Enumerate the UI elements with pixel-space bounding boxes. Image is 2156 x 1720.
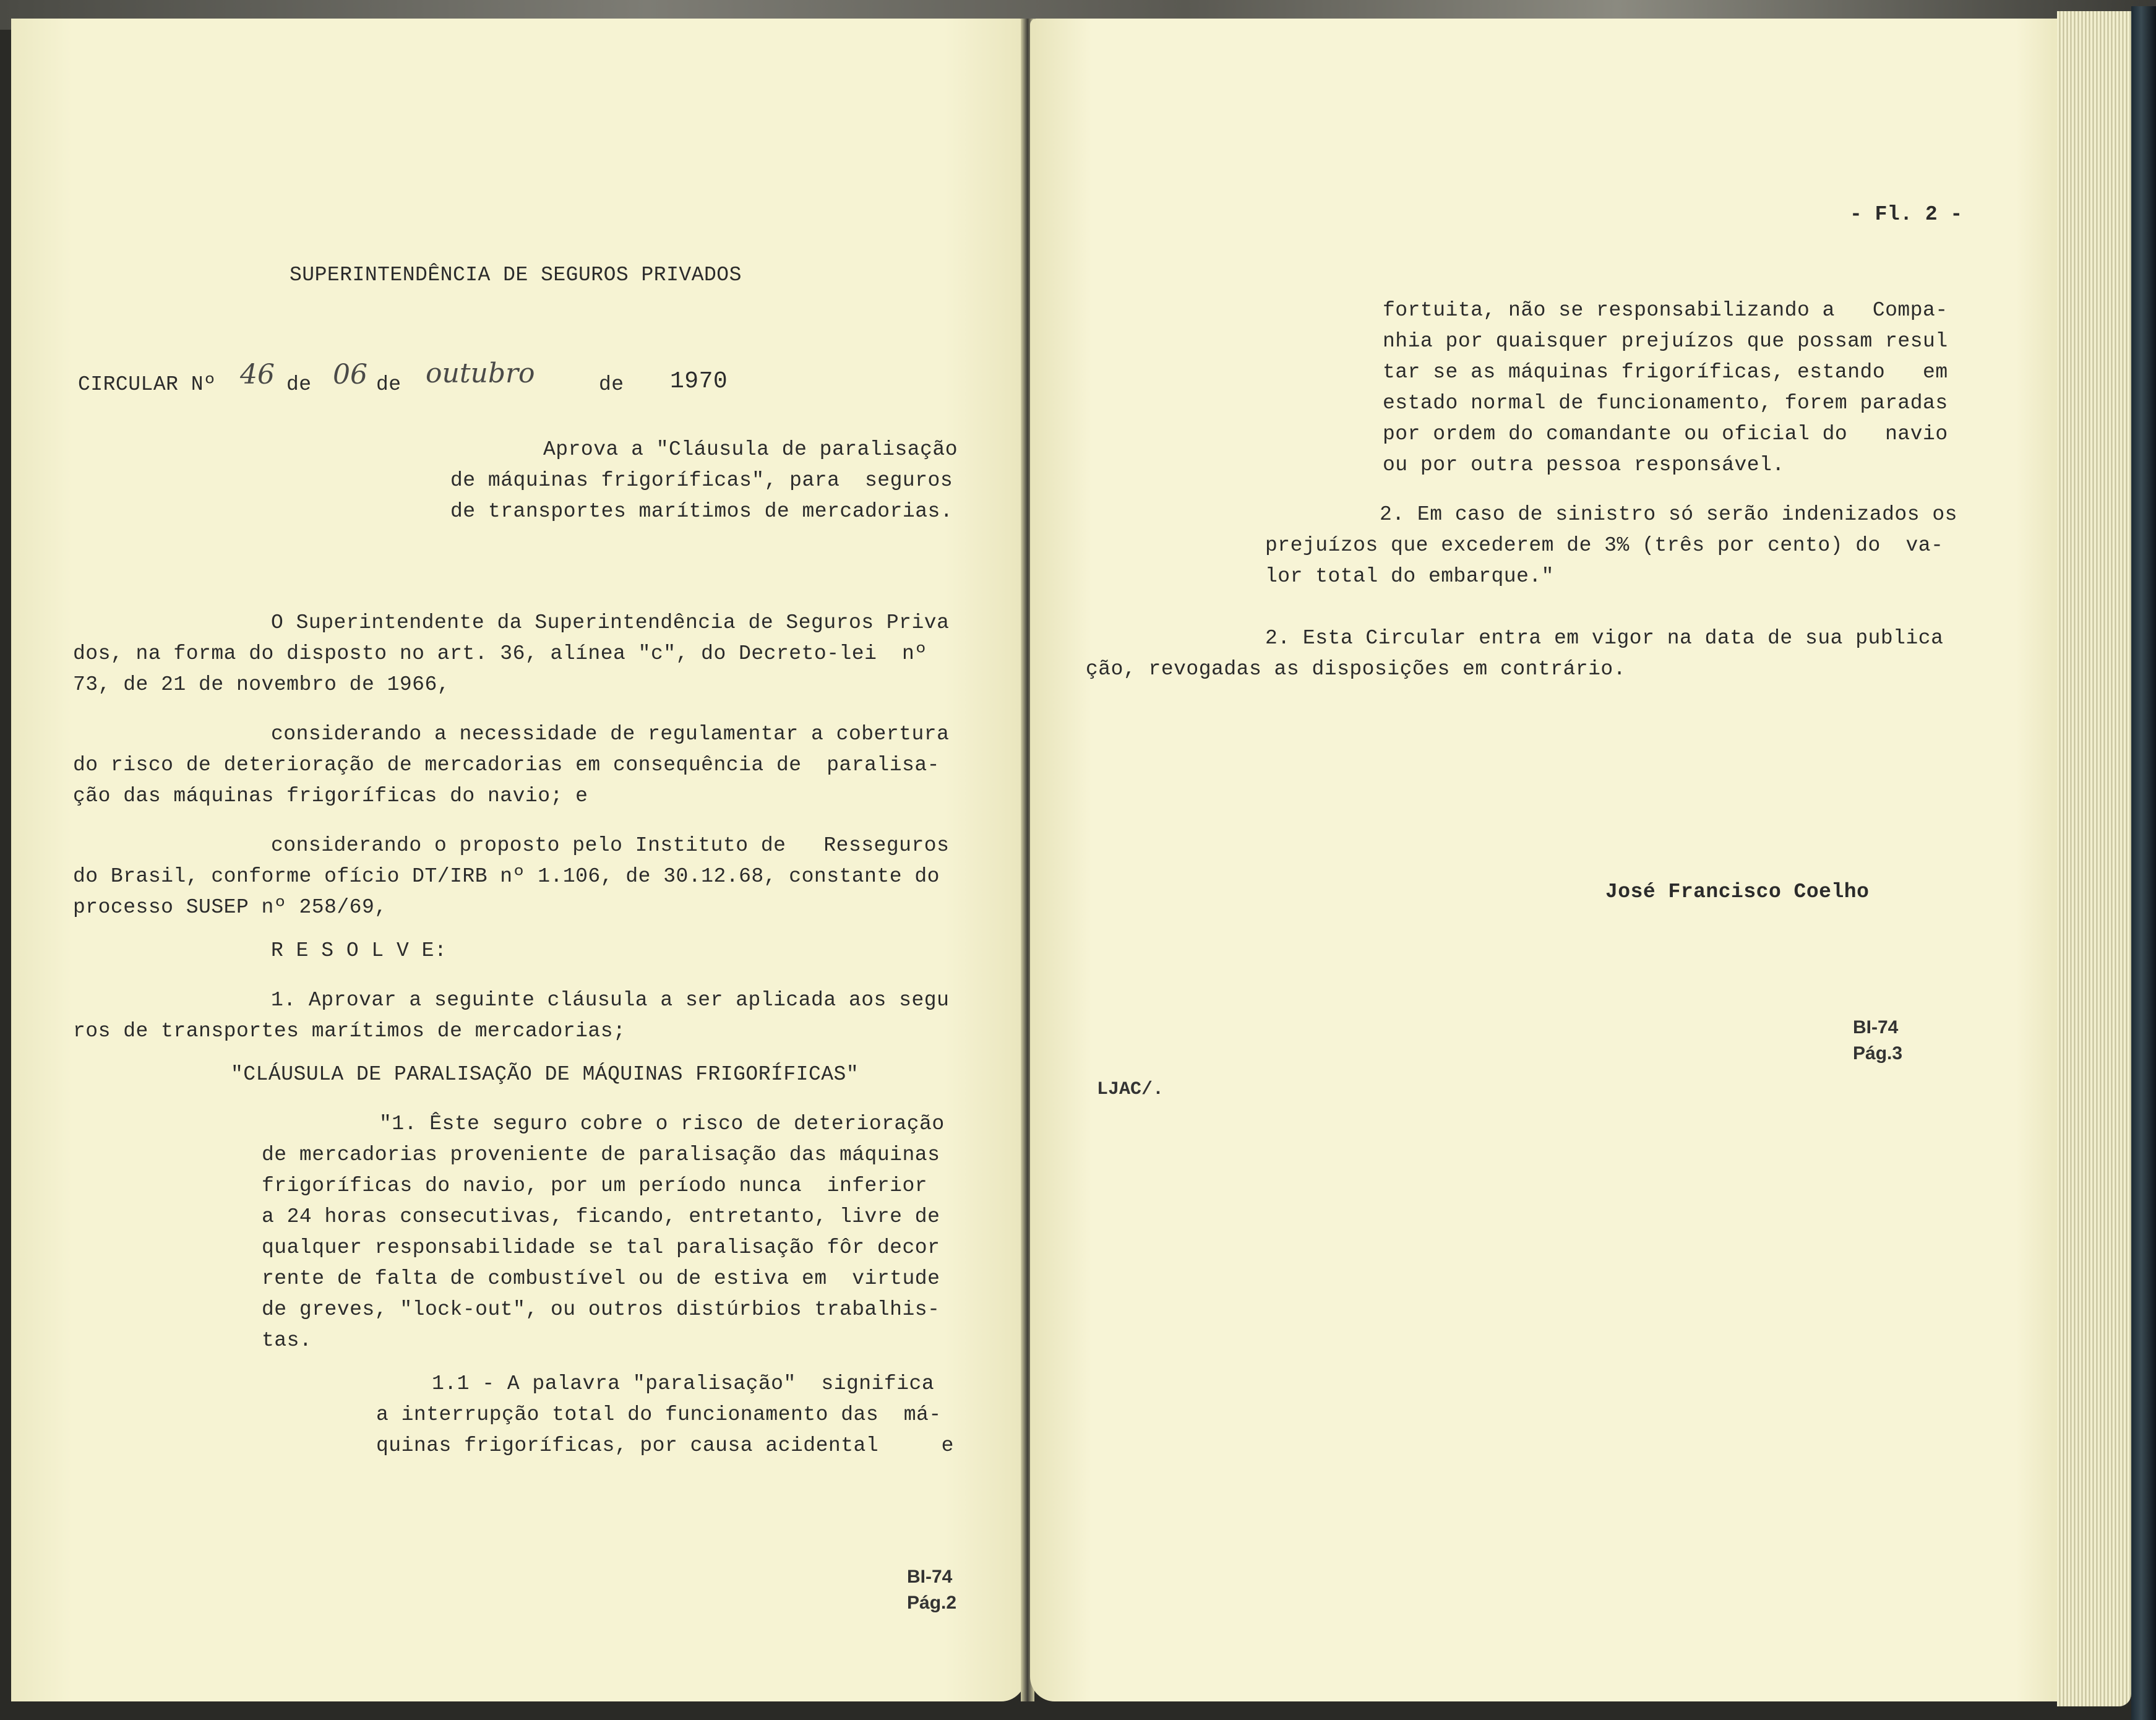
paragraph-line: estado normal de funcionamento, forem paradas	[1383, 392, 1948, 415]
paragraph-line: qualquer responsabilidade se tal paralisação fôr decor	[262, 1236, 940, 1259]
paragraph-line: considerando a necessidade de regulamentar a cobertura	[271, 723, 950, 746]
signature-name: José Francisco Coelho	[1605, 880, 1870, 903]
right-page	[1030, 19, 2057, 1701]
circular-de-2: de	[376, 373, 402, 396]
page-code: BI-74	[1853, 1017, 1899, 1038]
paragraph-line: do risco de deterioração de mercadorias em consequência de paralisa-	[73, 754, 940, 776]
paragraph-line: rente de falta de combustível ou de estiva em virtude	[262, 1267, 940, 1290]
paragraph-line: do Brasil, conforme ofício DT/IRB nº 1.106, de 30.12.68, constante do	[73, 865, 940, 888]
paragraph-line: processo SUSEP nº 258/69,	[73, 896, 387, 919]
folio-number: - Fl. 2 -	[1850, 203, 1963, 226]
summary-line: Aprova a "Cláusula de paralisação	[543, 438, 958, 461]
paragraph-line: tar se as máquinas frigoríficas, estando em	[1383, 361, 1948, 384]
paragraph-line: prejuízos que excederem de 3% (três por cento) do va-	[1265, 534, 1944, 557]
paragraph-line: tas.	[262, 1329, 312, 1352]
paragraph-line: fortuita, não se responsabilizando a Compa-	[1383, 299, 1948, 322]
paragraph-line: "1. Êste seguro cobre o risco de deterioração	[379, 1112, 945, 1135]
agency-header: SUPERINTENDÊNCIA DE SEGUROS PRIVADOS	[290, 264, 742, 286]
summary-line: de máquinas frigoríficas", para seguros	[450, 469, 953, 492]
paragraph-line: de mercadorias proveniente de paralisação das máquinas	[262, 1143, 940, 1166]
circular-day: 06	[333, 359, 367, 390]
paragraph-line: a 24 horas consecutivas, ficando, entretanto, livre de	[262, 1205, 940, 1228]
paragraph-line: considerando o proposto pelo Instituto de Resseguros	[271, 834, 950, 857]
paragraph-line: frigoríficas do navio, por um período nunca inferior	[262, 1174, 928, 1197]
summary-line: de transportes marítimos de mercadorias.	[450, 500, 953, 523]
circular-de-3: de	[599, 373, 624, 396]
paragraph-line: 73, de 21 de novembro de 1966,	[73, 673, 450, 696]
paragraph-line: ção, revogadas as disposições em contrário.	[1086, 658, 1626, 681]
paragraph-line: nhia por quaisquer prejuízos que possam resul	[1383, 330, 1948, 353]
paragraph-line: 1. Aprovar a seguinte cláusula a ser aplicada aos segu	[271, 989, 950, 1012]
circular-prefix: CIRCULAR Nº	[78, 373, 217, 396]
page-stack	[2057, 11, 2131, 1706]
clause-title: "CLÁUSULA DE PARALISAÇÃO DE MÁQUINAS FRIGORÍFICAS"	[231, 1063, 859, 1086]
paragraph-line: a interrupção total do funcionamento das má-	[376, 1403, 942, 1426]
paragraph-line: 2. Em caso de sinistro só serão indenizados os	[1380, 503, 1957, 526]
paragraph-line: 2. Esta Circular entra em vigor na data de sua publica	[1265, 627, 1944, 650]
paragraph-line: lor total do embarque."	[1265, 565, 1554, 588]
left-page	[11, 19, 1026, 1701]
paragraph-line: quinas frigoríficas, por causa acidental e	[376, 1434, 954, 1457]
paragraph-line: ção das máquinas frigoríficas do navio; e	[73, 785, 588, 807]
page-number: Pág.2	[907, 1593, 957, 1613]
typist-initials: LJAC/.	[1097, 1079, 1164, 1100]
paragraph-line: 1.1 - A palavra "paralisação" significa	[432, 1372, 935, 1395]
paragraph-line: de greves, "lock-out", ou outros distúrbios trabalhis-	[262, 1298, 940, 1321]
circular-number: 46	[240, 359, 275, 390]
book-cover-edge	[2131, 6, 2156, 1720]
paragraph-line: ros de transportes marítimos de mercadorias;	[73, 1020, 626, 1043]
paragraph-line: dos, na forma do disposto no art. 36, alínea "c", do Decreto-lei nº	[73, 642, 927, 665]
page-code: BI-74	[907, 1567, 953, 1587]
resolve-heading: R E S O L V E:	[271, 939, 447, 962]
page-number: Pág.3	[1853, 1043, 1903, 1064]
circular-month: outubro	[426, 358, 535, 389]
circular-year: 1970	[670, 368, 728, 395]
paragraph-line: ou por outra pessoa responsável.	[1383, 454, 1785, 476]
circular-de-1: de	[286, 373, 312, 396]
paragraph-line: O Superintendente da Superintendência de Seguros Priva	[271, 611, 950, 634]
paragraph-line: por ordem do comandante ou oficial do navio	[1383, 423, 1948, 445]
